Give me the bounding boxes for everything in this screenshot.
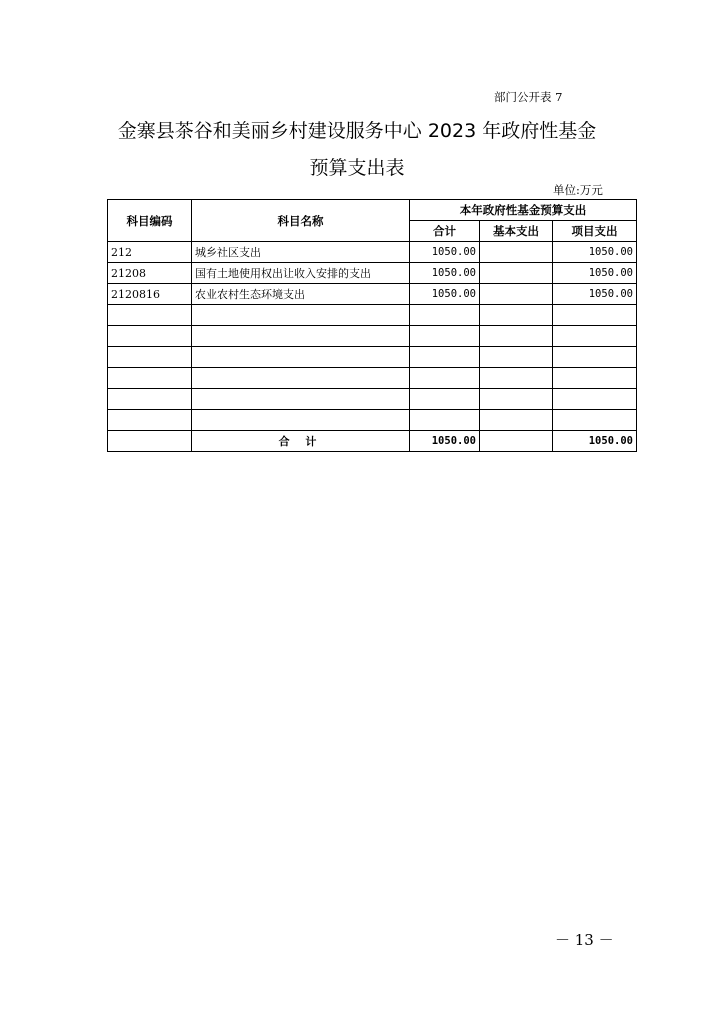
header-group: 本年政府性基金预算支出: [410, 200, 637, 221]
header-basic: 基本支出: [480, 221, 553, 242]
header-code: 科目编码: [108, 200, 192, 242]
header-project: 项目支出: [553, 221, 637, 242]
cell-code: 212: [108, 242, 192, 263]
cell-basic: [480, 242, 553, 263]
empty-row: [108, 389, 637, 410]
cell-project: 1050.00: [553, 284, 637, 305]
unit-label: 单位:万元: [553, 183, 603, 197]
empty-row: [108, 347, 637, 368]
header-name: 科目名称: [192, 200, 410, 242]
cell-name: 国有土地使用权出让收入安排的支出: [192, 263, 410, 284]
cell-project: 1050.00: [553, 263, 637, 284]
table-row: [108, 263, 637, 284]
cell-project: 1050.00: [553, 242, 637, 263]
cell-name: 城乡社区支出: [192, 242, 410, 263]
empty-row: [108, 326, 637, 347]
total-row: [108, 431, 637, 452]
cell-total: 1050.00: [410, 284, 480, 305]
header-total: 合计: [410, 221, 480, 242]
table-row: [108, 284, 637, 305]
cell-basic: [480, 284, 553, 305]
page-title-line1: 金寨县茶谷和美丽乡村建设服务中心 2023 年政府性基金: [117, 120, 597, 142]
page-title-line2: 预算支出表: [309, 157, 405, 179]
form-label: 部门公开表 7: [494, 90, 563, 104]
empty-row: [108, 368, 637, 389]
page-number: － 13 －: [555, 931, 614, 949]
cell-code: 21208: [108, 263, 192, 284]
cell-name: 农业农村生态环境支出: [192, 284, 410, 305]
header-row-1: [108, 200, 637, 221]
empty-row: [108, 410, 637, 431]
total-basic: [480, 431, 553, 452]
empty-row: [108, 305, 637, 326]
cell-basic: [480, 263, 553, 284]
total-project: 1050.00: [553, 431, 637, 452]
cell-total: 1050.00: [410, 242, 480, 263]
cell-code: 2120816: [108, 284, 192, 305]
total-total: 1050.00: [410, 431, 480, 452]
table-row: [108, 242, 637, 263]
total-code-cell: [108, 431, 192, 452]
total-label: 合 计: [192, 431, 410, 452]
cell-total: 1050.00: [410, 263, 480, 284]
budget-table: [107, 199, 637, 452]
